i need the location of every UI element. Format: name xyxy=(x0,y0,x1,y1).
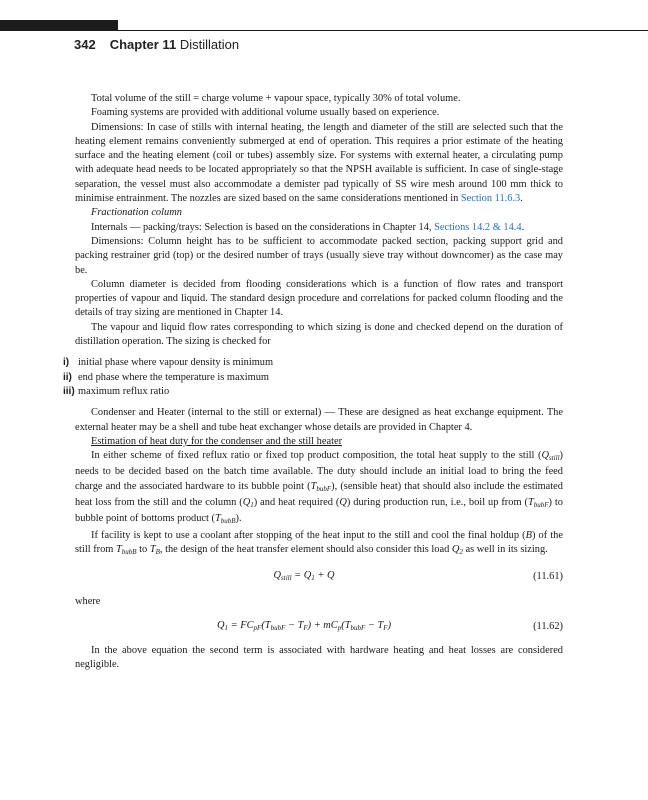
chapter-label: Chapter 11 xyxy=(109,37,177,52)
header-bar xyxy=(0,20,118,31)
running-head xyxy=(74,37,239,52)
sizing-checks-list xyxy=(63,356,563,399)
equation-11-62 xyxy=(75,619,563,635)
paragraph-flow-rates: The vapour and liquid flow rates corresponding to which sizing is done and checked depend on the duration of distillation operation. The sizing is checked for xyxy=(75,321,563,348)
equation-body: $Q_1 = FC_{pF}(T_{bubF} - T_F) + mC_p(T_{bubF} - T_F)$ xyxy=(217,619,392,632)
paragraph-foaming: Foaming systems are provided with additional volume usually based on experience. xyxy=(91,107,440,119)
equation-body: $Q_{still} = Q_1 + Q$ xyxy=(273,570,335,583)
list-item: ii) end phase where the temperature is maximum xyxy=(63,371,270,383)
paragraph-heat-supply: In either scheme of fixed reflux ratio or fixed top product composition, the total heat supply to the still $(Q_{still})$ needs to be decided based on the batch time available. The duty should include an initial load to bring the feed charge and the associated hardware to its bubble point $(T_{bubF})$, (sensible heat) that should also include the estimated heat loss from the still and the column $(Q_1)$ and heat required (Q) during production run, i.e., boil up from $(T_{bubF})$ to bubble point of bottoms product $(T_{bubB})$. xyxy=(75,450,563,526)
link-sections-14-2-14-4[interactable]: Sections 14.2 & 14.4 xyxy=(434,221,522,233)
page-body xyxy=(63,92,563,673)
paragraph-second-term: In the above equation the second term is associated with hardware heating and heat losses are considered negligible. xyxy=(75,645,563,671)
paragraph-coolant: If facility is kept to use a coolant after stopping of the heat input to the still and cool the final holdup (B) of the still from $T_{bubB}$ to $T_B$, the design of the heat transfer element should also consider this load $Q_2$ as well in its sizing. xyxy=(75,529,563,556)
paragraph-column-height: Dimensions: Column height has to be sufficient to accommodate packed section, packing support grid and packing restrainer grid (top) or the desired number of trays (usually sieve tray without downcomer) as the case may be. xyxy=(75,235,563,276)
subheading-heat-duty: Estimation of heat duty for the condenser and the still heater xyxy=(91,435,343,447)
page-number: 342 xyxy=(74,37,96,52)
equation-number: (11.61) xyxy=(533,571,563,583)
header-rule xyxy=(118,30,648,31)
paragraph-internals: Internals — packing/trays: Selection is based on the considerations in Chapter 14, Sections 14.2 & 14.4. xyxy=(91,221,525,233)
list-item: iii) maximum reflux ratio xyxy=(63,385,170,397)
list-item: i) initial phase where vapour density is minimum xyxy=(63,357,274,369)
paragraph-still-dimensions: Dimensions: In case of stills with internal heating, the length and diameter of the still are selected such that the heating element remains conveniently submerged at end of operation. This requires a prior estimate of the heating surface and the heating element (coil or tubes) assembly size. For systems with external heater, a circulating pump with adequate head needs to be located appropriately so that the NPSH available is sufficient. In case of single-stage separation, the vessel must also accommodate a demister pad typically of SS wire mesh around 100 mm thick to minimise entrainment. The nozzles are sized based on the same considerations mentioned in Section 11.6.3. xyxy=(75,121,563,205)
where-label: where xyxy=(75,595,101,607)
paragraph-total-volume: Total volume of the still = charge volume + vapour space, typically 30% of total volume. xyxy=(91,93,461,104)
paragraph-column-diameter: Column diameter is decided from flooding considerations which is a function of flow rates and transport properties of vapour and liquid. The standard design procedure and correlations for packed column flooding and the details of tray sizing are mentioned in Chapter 14. xyxy=(75,278,563,319)
equation-number: (11.62) xyxy=(533,620,563,632)
link-section-11-6-3[interactable]: Section 11.6.3 xyxy=(460,193,521,205)
chapter-title: Distillation xyxy=(179,37,240,52)
paragraph-condenser-heater: Condenser and Heater (internal to the still or external) — These are designed as heat exchange equipment. The external heater may be a shell and tube heat exchanger whose details are provided in Chapter 4. xyxy=(75,407,563,433)
subheading-fractionation: Fractionation column xyxy=(91,207,182,219)
equation-11-61 xyxy=(75,569,563,585)
